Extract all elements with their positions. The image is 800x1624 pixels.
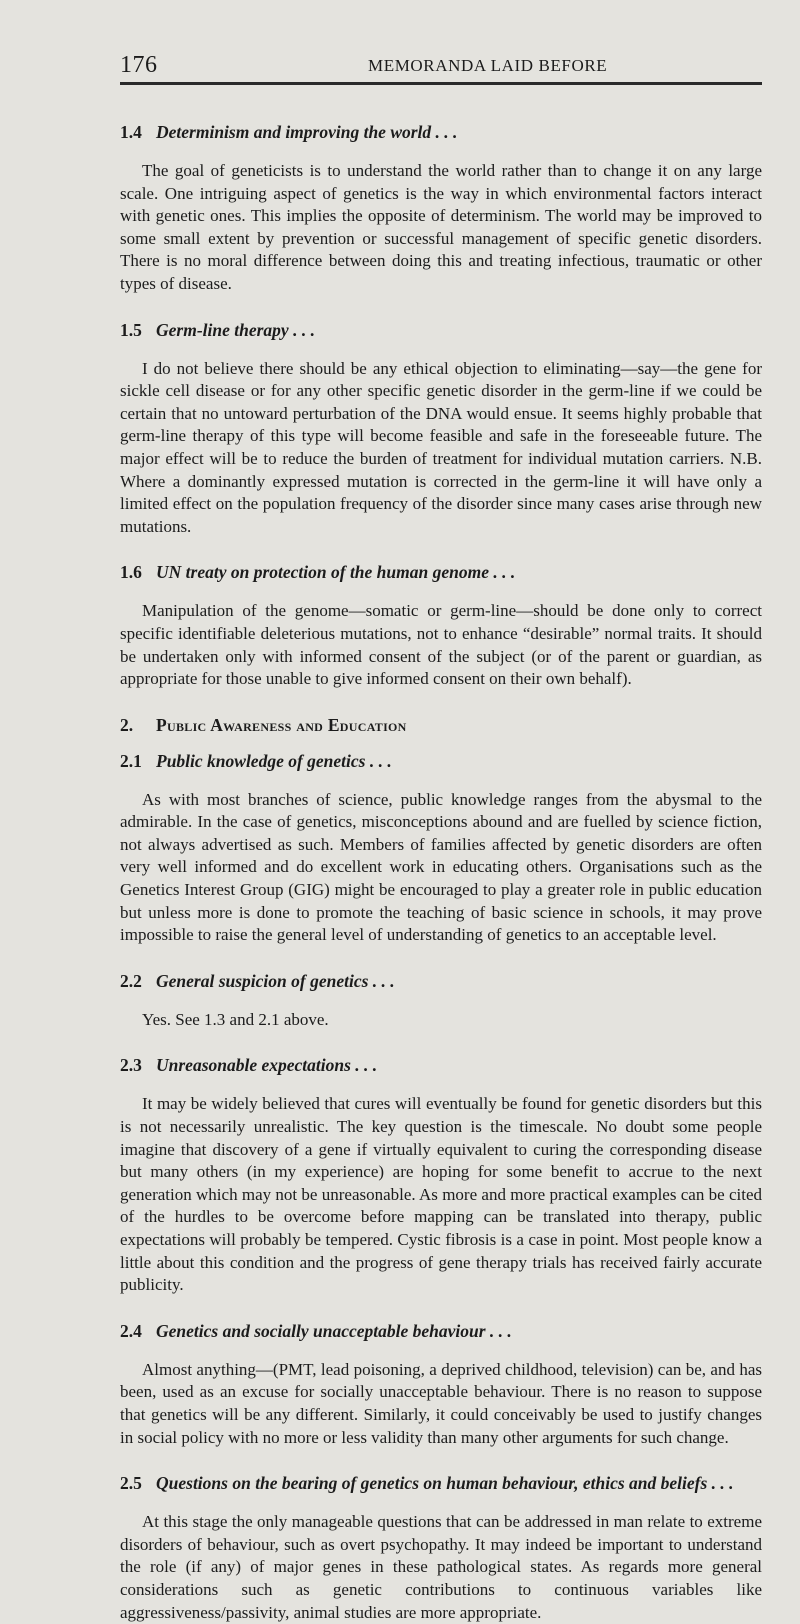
section-title: UN treaty on protection of the human genome . . . (156, 562, 516, 583)
section-paragraph-2-1: As with most branches of science, public knowledge ranges from the abysmal to the admirable. In the case of genetics, misconceptions abound and are fuelled by science fiction, not always advertised as such. Members of families affected by genetic disorders are often very well informed and do excellent work in educating others. Organisations such as the Genetics Interest Group (GIG) might be encouraged to play a greater role in public education but unless more is done to promote the teaching of basic science in schools, it may prove impossible to raise the general level of understanding of genetics to an acceptable level. (120, 789, 762, 945)
running-head (120, 52, 762, 84)
section-number: 2.5 (120, 1473, 142, 1494)
section-paragraph-1-4: The goal of geneticists is to understand the world rather than to change it on any large scale. One intriguing aspect of genetics is the way in which environmental factors interact with genetic ones. This implies the opposite of determinism. The world may be improved to some small extent by prevention or successful management of specific genetic disorders. There is no moral difference between doing this and treating infectious, traumatic or other types of disease. (120, 161, 762, 293)
page-number: 176 (120, 52, 158, 78)
section-title: Genetics and socially unacceptable behaviour . . . (156, 1320, 512, 1341)
section-number: 2.2 (120, 970, 142, 991)
section-heading-2-5 (120, 1471, 762, 1495)
running-head-title: MEMORANDA LAID BEFORE (368, 56, 608, 75)
section-heading-1-5 (120, 318, 762, 342)
section-heading-1-6 (120, 560, 762, 584)
section-paragraph-2-5: At this stage the only manageable questions that can be addressed in man relate to extreme disorders of behaviour, such as overt psychopathy. It may indeed be important to understand the role (if any) of major genes in these pathological states. As regards more general considerations such as genetic contributions to continuous variables like aggressiveness/passivity, animal studies are more appropriate. (120, 1512, 762, 1622)
section-paragraph-2-2: Yes. See 1.3 and 2.1 above. (142, 1009, 329, 1029)
section-number: 2.3 (120, 1055, 142, 1076)
section-number: 2.1 (120, 750, 142, 771)
section-paragraph-2-4: Almost anything—(PMT, lead poisoning, a deprived childhood, television) can be, and has been, used as an excuse for socially unacceptable behaviour. There is no reason to suppose that genetics will be any different. Similarly, it could conceivably be used to justify changes in social policy with no more or less validity than many other arguments for such change. (120, 1359, 762, 1447)
section-title: Germ-line therapy . . . (156, 319, 315, 340)
section-heading-2 (120, 713, 762, 737)
section-number: 2. (120, 714, 134, 735)
section-title: General suspicion of genetics . . . (156, 970, 395, 991)
section-paragraph-2-3: It may be widely believed that cures will eventually be found for genetic disorders but this is not necessarily unrealistic. The key question is the timescale. No doubt some people imagine that discovery of a gene if virtually equivalent to curing the corresponding disease but many others (in my experience) are hoping for some benefit to accrue to the next generation which may not be unreasonable. As more and more practical examples can be cited of the hurdles to be overcome before mapping can be translated into therapy, public expectations will probably be tempered. Cystic fibrosis is a case in point. Most people know a little about this condition and the progress of gene therapy trials has received fairly accurate publicity. (120, 1094, 762, 1295)
section-number: 1.5 (120, 319, 142, 340)
section-title: Questions on the bearing of genetics on human behaviour, ethics and beliefs . . . (156, 1473, 734, 1494)
section-title: Unreasonable expectations . . . (156, 1055, 378, 1076)
section-title: Public knowledge of genetics . . . (156, 750, 392, 771)
page-body (120, 100, 762, 1624)
section-number: 2.4 (120, 1320, 142, 1341)
section-paragraph-1-5: I do not believe there should be any ethical objection to eliminating—say—the gene for sickle cell disease or for any other specific genetic disorder in the germ-line if we could be certain that no untoward perturbation of the DNA would ensue. It seems highly probable that germ-line therapy of this type will become feasible and safe in the foreseeable future. The major effect will be to reduce the burden of treatment for individual mutation carriers. N.B. Where a dominantly expressed mutation is corrected in the germ-line it will have only a limited effect on the population frequency of the disorder since many cases arise through new mutations. (120, 358, 762, 536)
section-heading-2-4 (120, 1319, 762, 1343)
section-title: Determinism and improving the world . . . (156, 122, 458, 142)
section-paragraph-1-6: Manipulation of the genome—somatic or germ-line—should be done only to correct specific identifiable deleterious mutations, not to enhance “desirable” normal traits. It should be undertaken only with informed consent of the subject (or of the parent or guardian, as appropriate for those unable to give informed consent on their own behalf). (120, 601, 762, 689)
section-heading-2-1 (120, 749, 762, 773)
section-heading-2-2 (120, 969, 762, 993)
section-heading-2-3 (120, 1053, 762, 1077)
section-title: Public Awareness and Education (156, 714, 407, 735)
section-number: 1.6 (120, 562, 142, 583)
section-number: 1.4 (120, 122, 142, 142)
header-rule (120, 82, 762, 85)
section-heading-1-4 (120, 120, 762, 144)
